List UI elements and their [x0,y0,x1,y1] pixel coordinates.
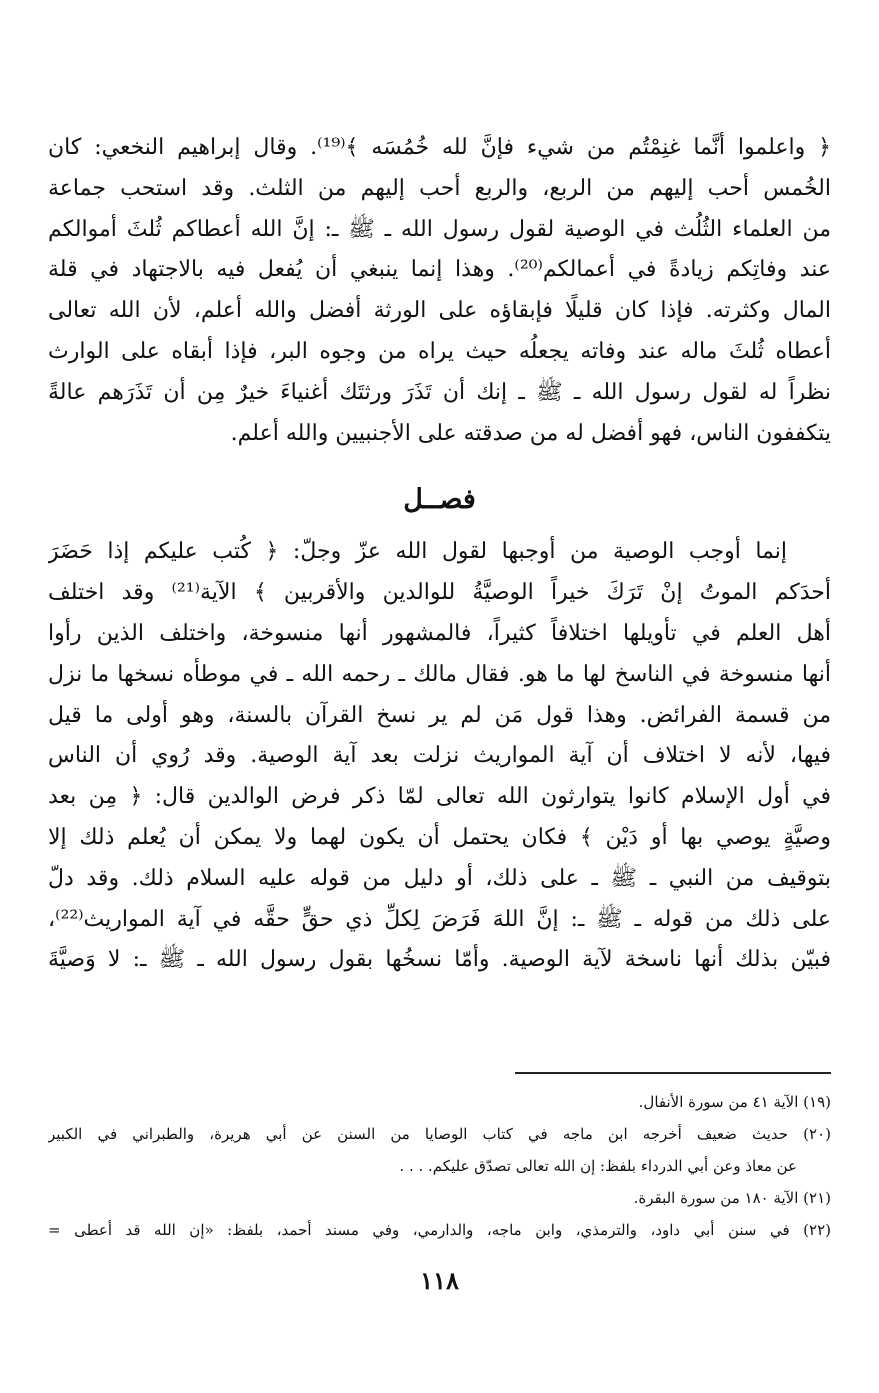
page-body [48,128,831,981]
text-line: ﴿ واعلموا أنَّما غنِمْتُم من شيء فإنَّ لله خُمُسَه ﴾⁽¹⁹⁾. وقال إبراهيم النخعي: كان [48,135,831,160]
text-line: أنها منسوخة في الناسخ لها ما هو. فقال مالك ـ رحمه الله ـ في موطأه نسخها ما نزل [48,661,831,687]
text-line: المال وكثرته. فإذا كان قليلًا فإبقاؤه على الورثة أفضل والله أعلم، لأن الله تعالى [48,298,831,324]
text-line: بتوقيف من النبي ـ ﷺ ـ على ذلك، أو دليل من قوله عليه السلام ذلك. وقد دلّ [48,865,831,891]
footnote-20: (٢٠) حديث ضعيف أخرجه ابن ماجه في كتاب الوصايا من السنن عن أبي هريرة، والطبراني في الكبير [48,1125,831,1143]
footnote-21: (٢١) الآية ١٨٠ من سورة البقرة. [633,1189,831,1207]
text-line: في أول الإسلام كانوا يتوارثون الله تعالى لمّا ذكر فرض الوالدين قال: ﴿ مِن بعد [48,784,831,810]
text-line: نظراً له لقول رسول الله ـ ﷺ ـ إنك أن تَذَرَ ورثتَك أغنياءَ خيرٌ مِن أن تَذَرَهم عالةً [48,379,831,405]
text-line: من قسمة الفرائض. وهذا قول مَن لم ير نسخ القرآن بالسنة، وهو أولى ما قيل [48,702,831,728]
footnote-20-continuation: عن معاذ وعن أبي الدرداء بلفظ: إن الله تعالى تصدّق عليكم. . . . [399,1157,797,1175]
text-line: فيها، لأنه لا اختلاف أن آية المواريث نزلت بعد آية الوصية. وقد رُوي أن الناس [48,743,831,769]
text-line: يتكففون الناس، فهو أفضل له من صدقته على الأجنبيين والله أعلم. [230,420,831,446]
text-line: وصيَّةٍ يوصي بها أو دَيْن ﴾ فكان يحتمل أن يكون لهما ولا يمكن أن يُعلم ذلك إلا [48,824,831,850]
text-line: إنما أوجب الوصية من أوجبها لقول الله عزّ وجلّ: ﴿ كُتب عليكم إذا حَضَرَ [48,539,787,565]
text-line: على ذلك من قوله ـ ﷺ ـ: إنَّ اللهَ فَرَضَ لِكلِّ ذي حقٍّ حقَّه في آية المواريث⁽²²⁾، [48,906,831,932]
footnote-divider [515,1072,831,1074]
second-paragraph [48,532,831,981]
footnotes [48,1086,831,1246]
top-paragraph [48,128,831,454]
footnote-22: (٢٢) في سنن أبي داود، والترمذي، وابن ماجه، والدارمي، وفي مسند أحمد، بلفظ: «إن الله قد أعطى = [48,1221,831,1239]
section-heading: فصــل [403,484,476,516]
text-line: أهل العلم في تأويلها اختلافاً كثيراً، فالمشهور أنها منسوخة، واختلف الذين رأوا [48,620,831,646]
text-line: عند وفاتِكم زيادةً في أعمالكم⁽²⁰⁾. وهذا إنما ينبغي أن يُفعل فيه بالاجتهاد في قلة [48,257,831,283]
footnote-19: (١٩) الآية ٤١ من سورة الأنفال. [638,1093,831,1111]
text-line: فبيّن بذلك أنها ناسخة لآية الوصية. وأمّا نسخُها بقول رسول الله ـ ﷺ ـ: لا وَصيَّةَ [48,947,831,973]
text-line: أحدَكم الموتُ إنْ تَرَكَ خيراً الوصيَّةُ للوالدين والأقربين ﴾ الآية⁽²¹⁾ وقد اختلف [48,580,831,606]
text-line: الخُمس أحب إليهم من الربع، والربع أحب إليهم من الثلث. وقد استحب جماعة [48,175,831,201]
text-line: من العلماء الثُلُث في الوصية لقول رسول الله ـ ﷺ ـ: إنَّ الله أعطاكم ثُلثَ أموالكم [48,216,831,242]
text-line: أعطاه ثُلثَ ماله عند وفاته يجعلُه حيث يراه من وجوه البر، فإذا أبقاه على الوارث [48,338,831,364]
page-number: ١١٨ [420,1266,459,1295]
